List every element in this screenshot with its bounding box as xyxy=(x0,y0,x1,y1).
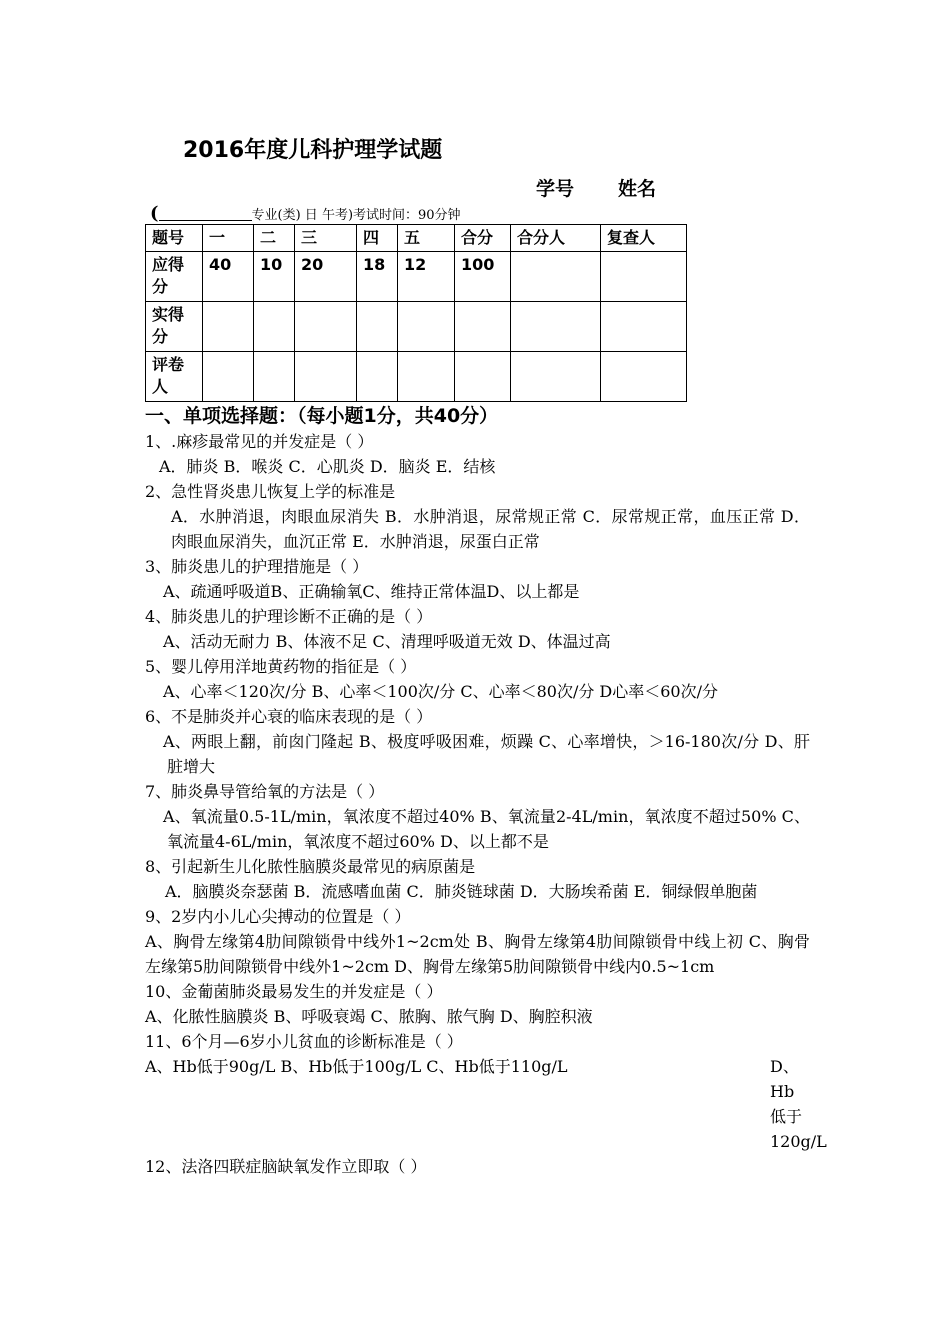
table-cell: 20 xyxy=(295,252,357,302)
question-stem: 6、不是肺炎并心衰的临床表现的是（ ） xyxy=(145,707,433,726)
table-cell xyxy=(511,252,601,302)
score-table-row xyxy=(146,302,687,352)
question-stem: 2、急性肾炎患儿恢复上学的标准是 xyxy=(145,482,396,501)
score-table-row xyxy=(146,252,687,302)
exam-info-text: 专业(类) 日 午考)考试时间：90分钟 xyxy=(251,208,461,223)
table-cell xyxy=(357,352,398,402)
table-cell xyxy=(398,352,455,402)
table-cell xyxy=(511,352,601,402)
question-stem: 3、肺炎患儿的护理措施是（ ） xyxy=(145,557,369,576)
answer-options xyxy=(145,1054,827,1154)
question-stem: 7、肺炎鼻导管给氧的方法是（ ） xyxy=(145,782,385,801)
page-title: 2016年度儿科护理学试题 xyxy=(183,138,443,163)
section-title: 一、单项选择题：（每小题1分，共40分） xyxy=(145,405,499,427)
answer-options: A．水肿消退，肉眼血尿消失 B．水肿消退，尿常规正常 C．尿常规正常，血压正常 D．肉眼血尿消失，血沉正常 E．水肿消退，尿蛋白正常 xyxy=(171,507,810,551)
score-table xyxy=(145,224,687,402)
table-cell xyxy=(295,352,357,402)
question-stem: 9、2岁内小儿心尖搏动的位置是（ ） xyxy=(145,907,411,926)
answer-options-part: D、Hb低于120g/L xyxy=(770,1057,827,1151)
score-table-row xyxy=(146,352,687,402)
table-cell xyxy=(203,352,254,402)
major-blank xyxy=(159,206,252,221)
table-cell xyxy=(511,302,601,352)
table-header-cell: 二 xyxy=(254,225,295,252)
table-row-header: 评卷人 xyxy=(146,352,203,402)
answer-options-part: A、Hb低于90g/L B、Hb低于100g/L C、Hb低于110g/L xyxy=(145,1057,568,1076)
question-stem: 12、法洛四联症脑缺氧发作立即取（ ） xyxy=(145,1157,427,1176)
score-table-header-row xyxy=(146,225,687,252)
table-cell xyxy=(601,352,687,402)
table-cell xyxy=(254,352,295,402)
table-header-cell: 合分 xyxy=(455,225,511,252)
answer-options: A．肺炎 B．喉炎 C．心肌炎 D．脑炎 E．结核 xyxy=(159,457,496,476)
question-stem: 11、6个月—6岁小儿贫血的诊断标准是（ ） xyxy=(145,1032,463,1051)
question-section xyxy=(145,403,827,1179)
student-info-labels xyxy=(536,174,656,201)
table-cell xyxy=(398,302,455,352)
table-header-cell: 一 xyxy=(203,225,254,252)
table-header-cell: 四 xyxy=(357,225,398,252)
table-cell: 12 xyxy=(398,252,455,302)
table-row-header: 应得分 xyxy=(146,252,203,302)
answer-options: A、两眼上翻，前囱门隆起 B、极度呼吸困难，烦躁 C、心率增快，＞16-180次/分 D、肝脏增大 xyxy=(163,732,810,776)
answer-options: A、心率＜120次/分 B、心率＜100次/分 C、心率＜80次/分 D心率＜60次/分 xyxy=(163,682,719,701)
question-stem: 10、金葡菌肺炎最易发生的并发症是（ ） xyxy=(145,982,443,1001)
table-cell xyxy=(455,302,511,352)
table-cell xyxy=(601,252,687,302)
table-header-cell: 合分人 xyxy=(511,225,601,252)
table-header-cell: 三 xyxy=(295,225,357,252)
table-cell xyxy=(455,352,511,402)
student-id-label: 学号 xyxy=(536,178,575,200)
table-cell xyxy=(295,302,357,352)
question-stem: 8、引起新生儿化脓性脑膜炎最常见的病原菌是 xyxy=(145,857,476,876)
table-header-cell: 复查人 xyxy=(601,225,687,252)
question-stem: 4、肺炎患儿的护理诊断不正确的是（ ） xyxy=(145,607,433,626)
table-header-cell: 五 xyxy=(398,225,455,252)
answer-options: A、活动无耐力 B、体液不足 C、清理呼吸道无效 D、体温过高 xyxy=(163,632,611,651)
answer-options: A、氧流量0.5-1L/min，氧浓度不超过40% B、氧流量2-4L/min，氧浓度不超过50% C、氧流量4-6L/min，氧浓度不超过60% D、以上都不是 xyxy=(163,807,810,851)
table-header-cell: 题号 xyxy=(146,225,203,252)
table-cell xyxy=(203,302,254,352)
question-stem: 5、婴儿停用洋地黄药物的指征是（ ） xyxy=(145,657,417,676)
table-cell xyxy=(254,302,295,352)
table-cell: 10 xyxy=(254,252,295,302)
exam-open-paren: ( xyxy=(150,203,159,224)
student-name-label: 姓名 xyxy=(618,178,657,200)
answer-options: A．脑膜炎奈瑟菌 B．流感嗜血菌 C．肺炎链球菌 D．大肠埃希菌 E．铜绿假单胞菌 xyxy=(165,882,758,901)
table-cell: 100 xyxy=(455,252,511,302)
answer-options: A、化脓性脑膜炎 B、呼吸衰竭 C、脓胸、脓气胸 D、胸腔积液 xyxy=(145,1007,593,1026)
table-cell: 18 xyxy=(357,252,398,302)
exam-info-line xyxy=(150,203,461,224)
table-row-header: 实得分 xyxy=(146,302,203,352)
table-cell xyxy=(601,302,687,352)
answer-options: A、胸骨左缘第4肋间隙锁骨中线外1~2cm处 B、胸骨左缘第4肋间隙锁骨中线上初 C、胸骨左缘第5肋间隙锁骨中线外1~2cm D、胸骨左缘第5肋间隙锁骨中线内0.5~1cm xyxy=(145,932,810,976)
question-stem: 1、.麻疹最常见的并发症是（ ） xyxy=(145,432,374,451)
answer-options: A、疏通呼吸道B、正确输氧C、维持正常体温D、以上都是 xyxy=(163,582,580,601)
table-cell xyxy=(357,302,398,352)
table-cell: 40 xyxy=(203,252,254,302)
